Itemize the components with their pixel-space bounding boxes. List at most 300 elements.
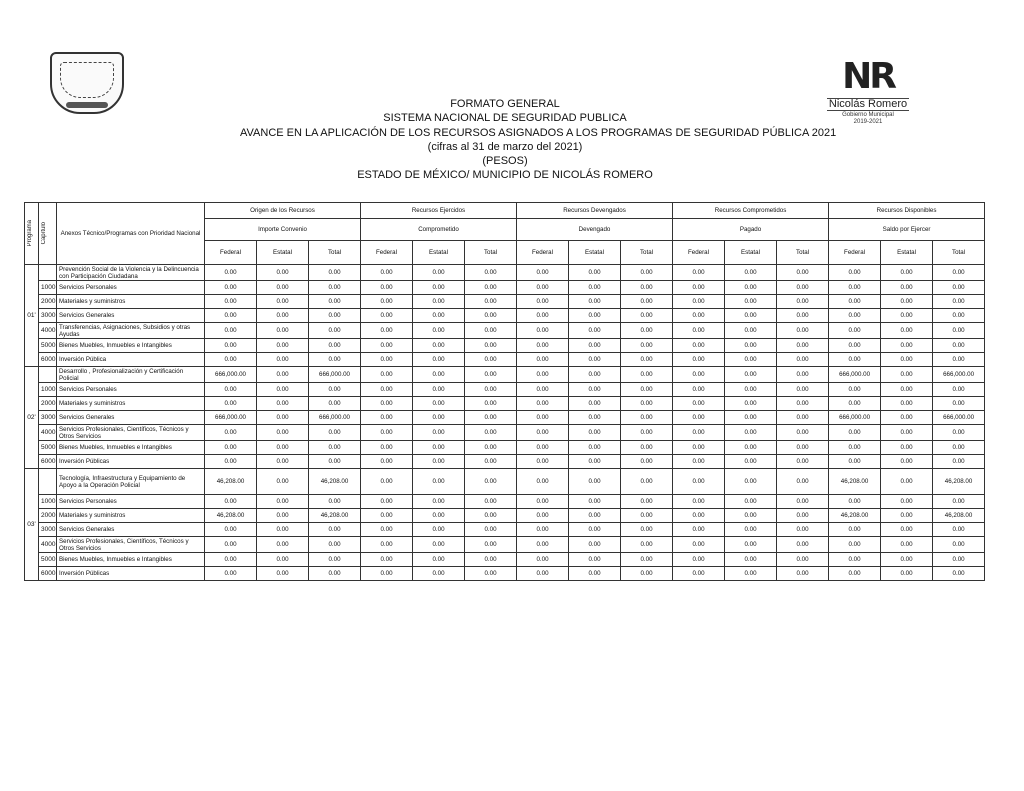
amount-cell: 0.00	[881, 281, 933, 295]
amount-cell: 0.00	[413, 367, 465, 383]
amount-cell: 0.00	[621, 295, 673, 309]
chapter-code: 6000	[39, 567, 57, 581]
amount-cell: 0.00	[413, 265, 465, 281]
chapter-code: 3000	[39, 309, 57, 323]
amount-cell: 0.00	[777, 523, 829, 537]
amount-cell: 0.00	[517, 567, 569, 581]
amount-cell: 0.00	[777, 441, 829, 455]
amount-cell: 0.00	[205, 397, 257, 411]
amount-cell: 0.00	[517, 309, 569, 323]
amount-cell: 0.00	[465, 469, 517, 495]
amount-cell: 0.00	[673, 509, 725, 523]
chapter-code: 3000	[39, 523, 57, 537]
amount-cell: 0.00	[673, 469, 725, 495]
amount-cell: 0.00	[881, 383, 933, 397]
subcol-header: Estatal	[257, 241, 309, 265]
amount-cell: 0.00	[361, 397, 413, 411]
amount-cell: 0.00	[829, 523, 881, 537]
amount-cell: 0.00	[881, 353, 933, 367]
amount-cell: 0.00	[465, 495, 517, 509]
amount-cell: 0.00	[829, 495, 881, 509]
seal-banner	[66, 102, 108, 108]
amount-cell: 0.00	[673, 411, 725, 425]
amount-cell: 666,000.00	[205, 367, 257, 383]
amount-cell: 0.00	[673, 425, 725, 441]
amount-cell: 0.00	[569, 567, 621, 581]
amount-cell: 0.00	[725, 309, 777, 323]
amount-cell: 0.00	[829, 339, 881, 353]
amount-cell: 666,000.00	[309, 411, 361, 425]
amount-cell: 666,000.00	[933, 411, 985, 425]
amount-cell: 0.00	[621, 367, 673, 383]
group-title: Recursos Devengados	[517, 203, 673, 219]
amount-cell: 0.00	[205, 441, 257, 455]
row-label: Inversión Pública	[57, 353, 205, 367]
chapter-code	[39, 469, 57, 495]
table-row	[25, 353, 985, 367]
table-row	[25, 537, 985, 553]
amount-cell: 0.00	[569, 309, 621, 323]
amount-cell: 0.00	[205, 495, 257, 509]
amount-cell: 0.00	[569, 383, 621, 397]
amount-cell: 0.00	[465, 281, 517, 295]
amount-cell: 0.00	[673, 265, 725, 281]
amount-cell: 0.00	[777, 509, 829, 523]
amount-cell: 0.00	[517, 295, 569, 309]
subcol-header: Total	[465, 241, 517, 265]
amount-cell: 0.00	[569, 523, 621, 537]
subcol-header: Total	[309, 241, 361, 265]
amount-cell: 46,208.00	[309, 509, 361, 523]
amount-cell: 666,000.00	[205, 411, 257, 425]
amount-cell: 0.00	[673, 553, 725, 567]
chapter-code	[39, 367, 57, 383]
amount-cell: 0.00	[413, 537, 465, 553]
group-subtitle: Devengado	[517, 219, 673, 241]
chapter-code: 2000	[39, 295, 57, 309]
row-label: Servicios Generales	[57, 309, 205, 323]
amount-cell: 0.00	[569, 339, 621, 353]
amount-cell: 0.00	[933, 265, 985, 281]
amount-cell: 0.00	[205, 537, 257, 553]
amount-cell: 0.00	[777, 567, 829, 581]
document-titles	[240, 97, 837, 183]
row-label: Servicios Profesionales, Científicos, Técnicos y Otros Servicios	[57, 537, 205, 553]
amount-cell: 0.00	[621, 425, 673, 441]
subcol-header: Federal	[673, 241, 725, 265]
header-capitulo: Capítulo	[39, 203, 57, 265]
amount-cell: 0.00	[881, 367, 933, 383]
group-subtitle: Pagado	[673, 219, 829, 241]
amount-cell: 0.00	[673, 367, 725, 383]
amount-cell: 0.00	[777, 281, 829, 295]
amount-cell: 0.00	[517, 411, 569, 425]
amount-cell: 0.00	[309, 383, 361, 397]
amount-cell: 0.00	[725, 353, 777, 367]
amount-cell: 0.00	[673, 397, 725, 411]
amount-cell: 0.00	[361, 469, 413, 495]
amount-cell: 0.00	[621, 469, 673, 495]
amount-cell: 0.00	[309, 495, 361, 509]
amount-cell: 0.00	[309, 397, 361, 411]
amount-cell: 0.00	[205, 295, 257, 309]
amount-cell: 0.00	[517, 397, 569, 411]
chapter-code: 6000	[39, 455, 57, 469]
amount-cell: 0.00	[777, 309, 829, 323]
amount-cell: 0.00	[413, 441, 465, 455]
amount-cell: 0.00	[465, 339, 517, 353]
amount-cell: 0.00	[309, 323, 361, 339]
amount-cell: 0.00	[933, 323, 985, 339]
amount-cell: 0.00	[725, 509, 777, 523]
amount-cell: 0.00	[205, 567, 257, 581]
amount-cell: 0.00	[725, 537, 777, 553]
brand-logo-years: 2019-2021	[853, 119, 883, 125]
amount-cell: 0.00	[413, 553, 465, 567]
amount-cell: 0.00	[257, 411, 309, 425]
amount-cell: 0.00	[777, 537, 829, 553]
amount-cell: 0.00	[517, 367, 569, 383]
amount-cell: 0.00	[309, 567, 361, 581]
row-label: Servicios Generales	[57, 523, 205, 537]
row-label: Bienes Muebles, Inmuebles e Intangibles	[57, 553, 205, 567]
amount-cell: 0.00	[517, 425, 569, 441]
amount-cell: 0.00	[465, 567, 517, 581]
amount-cell: 0.00	[257, 353, 309, 367]
amount-cell: 0.00	[205, 425, 257, 441]
amount-cell: 0.00	[725, 323, 777, 339]
amount-cell: 666,000.00	[309, 367, 361, 383]
amount-cell: 0.00	[361, 553, 413, 567]
amount-cell: 0.00	[621, 265, 673, 281]
amount-cell: 0.00	[881, 441, 933, 455]
amount-cell: 0.00	[933, 353, 985, 367]
amount-cell: 0.00	[517, 339, 569, 353]
amount-cell: 0.00	[569, 281, 621, 295]
amount-cell: 0.00	[361, 295, 413, 309]
amount-cell: 0.00	[361, 537, 413, 553]
row-label: Inversión Públicas	[57, 455, 205, 469]
chapter-code: 4000	[39, 537, 57, 553]
title-line: AVANCE EN LA APLICACIÓN DE LOS RECURSOS ASIGNADOS A LOS PROGRAMAS DE SEGURIDAD PÚBLICA 2021	[240, 126, 837, 139]
amount-cell: 0.00	[361, 523, 413, 537]
amount-cell: 0.00	[465, 295, 517, 309]
amount-cell: 0.00	[725, 295, 777, 309]
amount-cell: 0.00	[569, 353, 621, 367]
amount-cell: 46,208.00	[933, 509, 985, 523]
amount-cell: 0.00	[205, 265, 257, 281]
amount-cell: 0.00	[933, 339, 985, 353]
amount-cell: 0.00	[517, 509, 569, 523]
amount-cell: 0.00	[465, 265, 517, 281]
chapter-code: 2000	[39, 397, 57, 411]
amount-cell: 46,208.00	[205, 509, 257, 523]
amount-cell: 0.00	[933, 537, 985, 553]
amount-cell: 0.00	[777, 553, 829, 567]
amount-cell: 0.00	[465, 455, 517, 469]
row-label: Materiales y suministros	[57, 509, 205, 523]
amount-cell: 46,208.00	[933, 469, 985, 495]
amount-cell: 0.00	[361, 309, 413, 323]
amount-cell: 0.00	[309, 281, 361, 295]
resources-table	[24, 202, 985, 581]
amount-cell: 0.00	[777, 469, 829, 495]
group-title: Recursos Ejercidos	[361, 203, 517, 219]
chapter-code: 1000	[39, 383, 57, 397]
chapter-code	[39, 265, 57, 281]
amount-cell: 0.00	[933, 455, 985, 469]
program-code: 01'	[25, 265, 39, 367]
amount-cell: 0.00	[465, 509, 517, 523]
amount-cell: 0.00	[569, 397, 621, 411]
header-programa: Programa	[25, 203, 39, 265]
amount-cell: 0.00	[881, 265, 933, 281]
amount-cell: 0.00	[413, 323, 465, 339]
amount-cell: 0.00	[621, 397, 673, 411]
amount-cell: 0.00	[569, 553, 621, 567]
brand-logo-name: Nicolás Romero	[828, 98, 908, 110]
amount-cell: 0.00	[829, 281, 881, 295]
amount-cell: 0.00	[621, 553, 673, 567]
amount-cell: 0.00	[933, 553, 985, 567]
amount-cell: 0.00	[257, 309, 309, 323]
title-line: FORMATO GENERAL	[450, 98, 560, 110]
amount-cell: 0.00	[673, 281, 725, 295]
subcol-header: Federal	[361, 241, 413, 265]
amount-cell: 0.00	[205, 523, 257, 537]
title-line: (cifras al 31 de marzo del 2021)	[427, 140, 583, 153]
group-subtitle: Importe Convenio	[205, 219, 361, 241]
amount-cell: 0.00	[621, 323, 673, 339]
amount-cell: 0.00	[829, 383, 881, 397]
amount-cell: 0.00	[309, 309, 361, 323]
table-row	[25, 567, 985, 581]
amount-cell: 0.00	[413, 523, 465, 537]
amount-cell: 0.00	[309, 537, 361, 553]
table-row	[25, 265, 985, 281]
amount-cell: 0.00	[413, 281, 465, 295]
subcol-header: Federal	[205, 241, 257, 265]
amount-cell: 0.00	[881, 411, 933, 425]
amount-cell: 0.00	[413, 383, 465, 397]
amount-cell: 0.00	[725, 455, 777, 469]
amount-cell: 0.00	[673, 383, 725, 397]
amount-cell: 0.00	[413, 339, 465, 353]
amount-cell: 0.00	[881, 567, 933, 581]
amount-cell: 0.00	[777, 397, 829, 411]
amount-cell: 0.00	[257, 281, 309, 295]
amount-cell: 0.00	[309, 353, 361, 367]
amount-cell: 0.00	[621, 309, 673, 323]
amount-cell: 0.00	[205, 309, 257, 323]
amount-cell: 0.00	[673, 353, 725, 367]
amount-cell: 0.00	[361, 281, 413, 295]
table-row	[25, 411, 985, 425]
amount-cell: 0.00	[517, 469, 569, 495]
row-label: Materiales y suministros	[57, 397, 205, 411]
chapter-code: 5000	[39, 553, 57, 567]
amount-cell: 0.00	[569, 425, 621, 441]
amount-cell: 0.00	[257, 425, 309, 441]
subcol-header: Estatal	[881, 241, 933, 265]
amount-cell: 0.00	[777, 383, 829, 397]
row-label: Materiales y suministros	[57, 295, 205, 309]
amount-cell: 0.00	[205, 353, 257, 367]
amount-cell: 0.00	[829, 553, 881, 567]
amount-cell: 0.00	[517, 281, 569, 295]
amount-cell: 0.00	[933, 309, 985, 323]
amount-cell: 0.00	[777, 367, 829, 383]
table-row	[25, 425, 985, 441]
amount-cell: 0.00	[309, 553, 361, 567]
amount-cell: 0.00	[829, 455, 881, 469]
amount-cell: 0.00	[777, 339, 829, 353]
amount-cell: 0.00	[829, 323, 881, 339]
row-label: Prevención Social de la Violencia y la Delincuencia con Participación Ciudadana	[57, 265, 205, 281]
amount-cell: 0.00	[517, 353, 569, 367]
amount-cell: 0.00	[257, 295, 309, 309]
amount-cell: 0.00	[777, 425, 829, 441]
table-row	[25, 469, 985, 495]
amount-cell: 0.00	[673, 295, 725, 309]
group-title: Recursos Comprometidos	[673, 203, 829, 219]
subcol-header: Total	[621, 241, 673, 265]
amount-cell: 0.00	[413, 455, 465, 469]
brand-logo-subtitle: Gobierno Municipal	[842, 112, 894, 118]
amount-cell: 0.00	[725, 523, 777, 537]
amount-cell: 0.00	[933, 441, 985, 455]
amount-cell: 0.00	[309, 295, 361, 309]
row-label: Servicios Profesionales, Científicos, Técnicos y Otros Servicios	[57, 425, 205, 441]
amount-cell: 0.00	[621, 339, 673, 353]
table-row	[25, 295, 985, 309]
row-label: Inversión Públicas	[57, 567, 205, 581]
amount-cell: 0.00	[881, 455, 933, 469]
amount-cell: 0.00	[621, 383, 673, 397]
amount-cell: 0.00	[413, 397, 465, 411]
amount-cell: 0.00	[569, 455, 621, 469]
table-row	[25, 441, 985, 455]
header-anexos: Anexos Técnico/Programas con Prioridad Nacional	[57, 203, 205, 265]
amount-cell: 0.00	[361, 455, 413, 469]
row-label: Servicios Personales	[57, 281, 205, 295]
amount-cell: 0.00	[361, 323, 413, 339]
amount-cell: 0.00	[725, 441, 777, 455]
amount-cell: 0.00	[257, 537, 309, 553]
amount-cell: 0.00	[829, 309, 881, 323]
amount-cell: 0.00	[777, 495, 829, 509]
amount-cell: 0.00	[517, 265, 569, 281]
amount-cell: 0.00	[725, 567, 777, 581]
table-row	[25, 495, 985, 509]
seal-shield-icon	[60, 62, 114, 98]
table-row	[25, 339, 985, 353]
amount-cell: 0.00	[621, 281, 673, 295]
amount-cell: 0.00	[361, 265, 413, 281]
chapter-code: 2000	[39, 509, 57, 523]
chapter-code: 4000	[39, 323, 57, 339]
amount-cell: 0.00	[257, 523, 309, 537]
amount-cell: 0.00	[621, 509, 673, 523]
amount-cell: 0.00	[517, 553, 569, 567]
amount-cell: 0.00	[257, 367, 309, 383]
amount-cell: 46,208.00	[829, 509, 881, 523]
amount-cell: 0.00	[725, 339, 777, 353]
amount-cell: 0.00	[777, 265, 829, 281]
table-row	[25, 553, 985, 567]
amount-cell: 0.00	[881, 537, 933, 553]
amount-cell: 0.00	[465, 367, 517, 383]
group-title: Recursos Disponibles	[829, 203, 985, 219]
amount-cell: 0.00	[309, 265, 361, 281]
amount-cell: 0.00	[881, 339, 933, 353]
amount-cell: 0.00	[569, 537, 621, 553]
chapter-code: 3000	[39, 411, 57, 425]
amount-cell: 0.00	[517, 441, 569, 455]
amount-cell: 0.00	[309, 441, 361, 455]
amount-cell: 0.00	[829, 537, 881, 553]
amount-cell: 0.00	[933, 425, 985, 441]
title-line: (PESOS)	[482, 155, 528, 168]
amount-cell: 0.00	[673, 441, 725, 455]
amount-cell: 0.00	[205, 339, 257, 353]
amount-cell: 0.00	[725, 553, 777, 567]
chapter-code: 1000	[39, 495, 57, 509]
subcol-header: Estatal	[413, 241, 465, 265]
amount-cell: 0.00	[361, 383, 413, 397]
table-row	[25, 367, 985, 383]
amount-cell: 0.00	[881, 523, 933, 537]
amount-cell: 0.00	[829, 397, 881, 411]
municipal-seal	[50, 52, 124, 114]
row-label: Servicios Personales	[57, 383, 205, 397]
amount-cell: 0.00	[361, 441, 413, 455]
amount-cell: 0.00	[673, 537, 725, 553]
amount-cell: 0.00	[621, 455, 673, 469]
amount-cell: 0.00	[257, 383, 309, 397]
amount-cell: 0.00	[205, 281, 257, 295]
amount-cell: 0.00	[725, 265, 777, 281]
amount-cell: 0.00	[569, 295, 621, 309]
amount-cell: 0.00	[725, 411, 777, 425]
amount-cell: 46,208.00	[205, 469, 257, 495]
amount-cell: 0.00	[205, 323, 257, 339]
amount-cell: 0.00	[881, 553, 933, 567]
amount-cell: 0.00	[413, 295, 465, 309]
amount-cell: 46,208.00	[309, 469, 361, 495]
amount-cell: 0.00	[933, 567, 985, 581]
amount-cell: 0.00	[673, 567, 725, 581]
table-row	[25, 455, 985, 469]
program-code: 02'	[25, 367, 39, 469]
amount-cell: 666,000.00	[829, 411, 881, 425]
amount-cell: 0.00	[673, 455, 725, 469]
amount-cell: 0.00	[413, 309, 465, 323]
amount-cell: 0.00	[361, 425, 413, 441]
table-body	[25, 265, 985, 581]
amount-cell: 0.00	[257, 397, 309, 411]
amount-cell: 0.00	[777, 455, 829, 469]
amount-cell: 0.00	[829, 567, 881, 581]
amount-cell: 0.00	[725, 495, 777, 509]
amount-cell: 0.00	[621, 537, 673, 553]
amount-cell: 0.00	[881, 295, 933, 309]
amount-cell: 0.00	[933, 383, 985, 397]
amount-cell: 0.00	[465, 383, 517, 397]
amount-cell: 0.00	[725, 425, 777, 441]
amount-cell: 0.00	[257, 441, 309, 455]
amount-cell: 0.00	[257, 469, 309, 495]
